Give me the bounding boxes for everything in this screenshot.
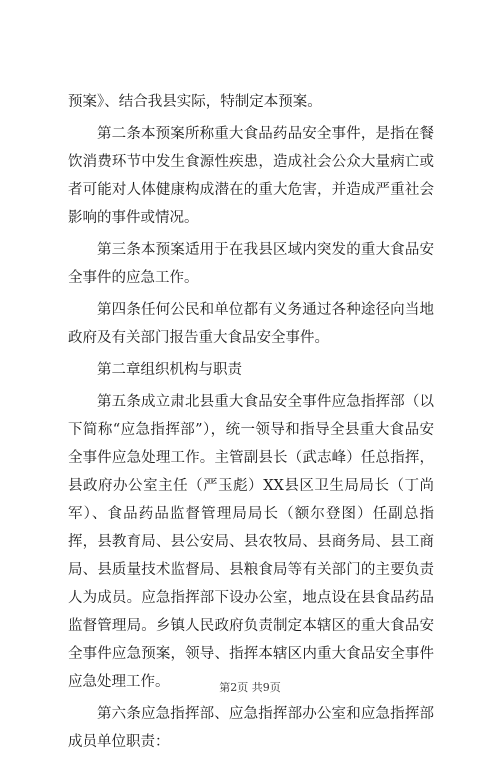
paragraph-preamble-end: 预案》、结合我县实际，特制定本预案。 <box>68 94 322 110</box>
document-body <box>68 88 434 760</box>
paragraph-article-2: 第二条本预案所称重大食品药品安全事件，是指在餐饮消费环节中发生食源性疾患，造成社会公众大量病亡或者可能对人体健康构成潜在的重大危害，并造成严重社会影响的事件或情况。 <box>68 126 434 226</box>
chapter-heading: 第二章组织机构与职责 <box>97 362 242 378</box>
paragraph-article-3: 第三条本预案适用于在我县区域内突发的重大食品安全事件的应急工作。 <box>68 242 434 286</box>
page-number-footer: 第2页 共9页 <box>219 681 281 694</box>
paragraph-article-4: 第四条任何公民和单位都有义务通过各种途径向当地政府及有关部门报告重大食品安全事件。 <box>68 302 434 346</box>
paragraph-article-5: 第五条成立肃北县重大食品安全事件应急指挥部（以下简称“应急指挥部”），统一领导和指导全县重大食品安全事件应急处理工作。主管副县长（武志峰）任总指挥，县政府办公室主任（严玉彪）XX县区卫生局局长（丁尚军）、食品药品监督管理局局长（额尔登图）任副总指挥，县教育局、县公安局、县农牧局、县商务局、县工商局、县质量技术监督局、县粮食局等有关部门的主要负责人为成员。应急指挥部下设办公室，地点设在县食品药品监督管理局。乡镇人民政府负责制定本辖区的重大食品安全事件应急预案，领导、指挥本辖区内重大食品安全事件应急处理工作。 <box>68 394 434 690</box>
paragraph-article-6: 第六条应急指挥部、应急指挥部办公室和应急指挥部成员单位职责： <box>68 706 434 750</box>
